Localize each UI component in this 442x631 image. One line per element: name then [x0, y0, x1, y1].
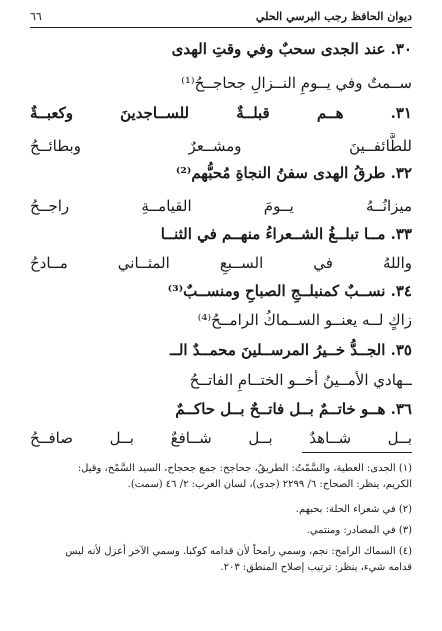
footnote-3-line-1: (٣) في المصادر: ومنتمي.	[306, 525, 412, 536]
verse-36-hemistich-2: بــل شــاهدٌ بــل شــافعٌ بــل صافــحُ	[30, 429, 412, 447]
book-title: ديوان الحافظ رجب البرسي الحلي	[255, 9, 412, 23]
verse-34-hemistich-1: ٣٤. نســبٌ كمنبلــجِ الصباحِ ومنســبٌ⁽³⁾	[167, 282, 412, 300]
verse-31-hemistich-2: للطَّائفــينَ ومشــعرٌ وبطائــحُ	[30, 137, 412, 155]
footnote-1-line-1: (١) الجدى: العطية، والسَّمْتُ: الطريقُ، جحاجح: جمع جحجاح، السيد السَّمْح، وقيل:	[77, 463, 412, 474]
footnote-4-line-2: قدامه شيء، ينظر: ترتيب إصلاح المنطق: ٢٠٣.	[220, 562, 412, 573]
verse-32-hemistich-1: ٣٢. طرقُ الهدى سفنُ النجاةِ مُحبُّهم⁽²⁾	[175, 164, 412, 182]
verse-35-hemistich-1: ٣٥. الجــدُّ خــيرُ المرســلينَ محمــدٌ الــ	[170, 341, 412, 359]
footnote-3	[30, 523, 412, 539]
footnote-separator	[302, 452, 412, 453]
verse-34-hemistich-2: زاكٍ لــه يعنــو الســماكُ الرامــحُ⁽⁴⁾	[197, 311, 412, 329]
footnote-4-line-1: (٤) السماك الرامح: نجم، وسمي رامحاً لأن قدامه كوكبا. وسمي الآخر أعزل لأنه ليس	[65, 546, 412, 557]
footnote-2-line-1: (٢) في شعراء الحلة: بحبهم.	[295, 504, 412, 515]
verse-33-hemistich-2: واللهُ في الســبعِ المثــاني مــادحُ	[30, 254, 412, 272]
footnote-2	[30, 502, 412, 518]
verse-31-hemistich-1: ٣١. هــم قبلــةٌ للســاجدينَ وكعبــةٌ	[30, 104, 412, 122]
verse-30-hemistich-1: ٣٠. عند الجدى سحبٌ وفي وقتِ الهدى	[171, 40, 412, 58]
verse-35-hemistich-2: ــهادي الأمــينُ أخــو الختــامِ الفاتــحُ	[189, 371, 412, 389]
footnote-4	[30, 544, 412, 576]
verse-33-hemistich-1: ٣٣. مــا تبلــغُ الشــعراءُ منهــم في الثنــا	[160, 225, 412, 243]
footnote-1	[30, 461, 412, 493]
page-number: ٦٦	[30, 9, 42, 23]
page-header	[30, 5, 412, 28]
footnote-1-line-2: الكريم، ينظر: الصحاح: ٦/ ٢٢٩٩ (جدى)، لسان العرب: ٢/ ٤٦ (سمت).	[127, 479, 412, 490]
verse-30-hemistich-2: ســمتٌ وفي يــومِ النــزالِ جحاجــحُ⁽¹⁾	[181, 74, 412, 92]
verse-32-hemistich-2: ميزانُــهُ يــومَ القيامــةِ راجــحُ	[30, 197, 412, 215]
verse-36-hemistich-1: ٣٦. هــو خاتــمٌ بــل فاتــحٌ بــل حاكــمٌ	[175, 400, 412, 418]
